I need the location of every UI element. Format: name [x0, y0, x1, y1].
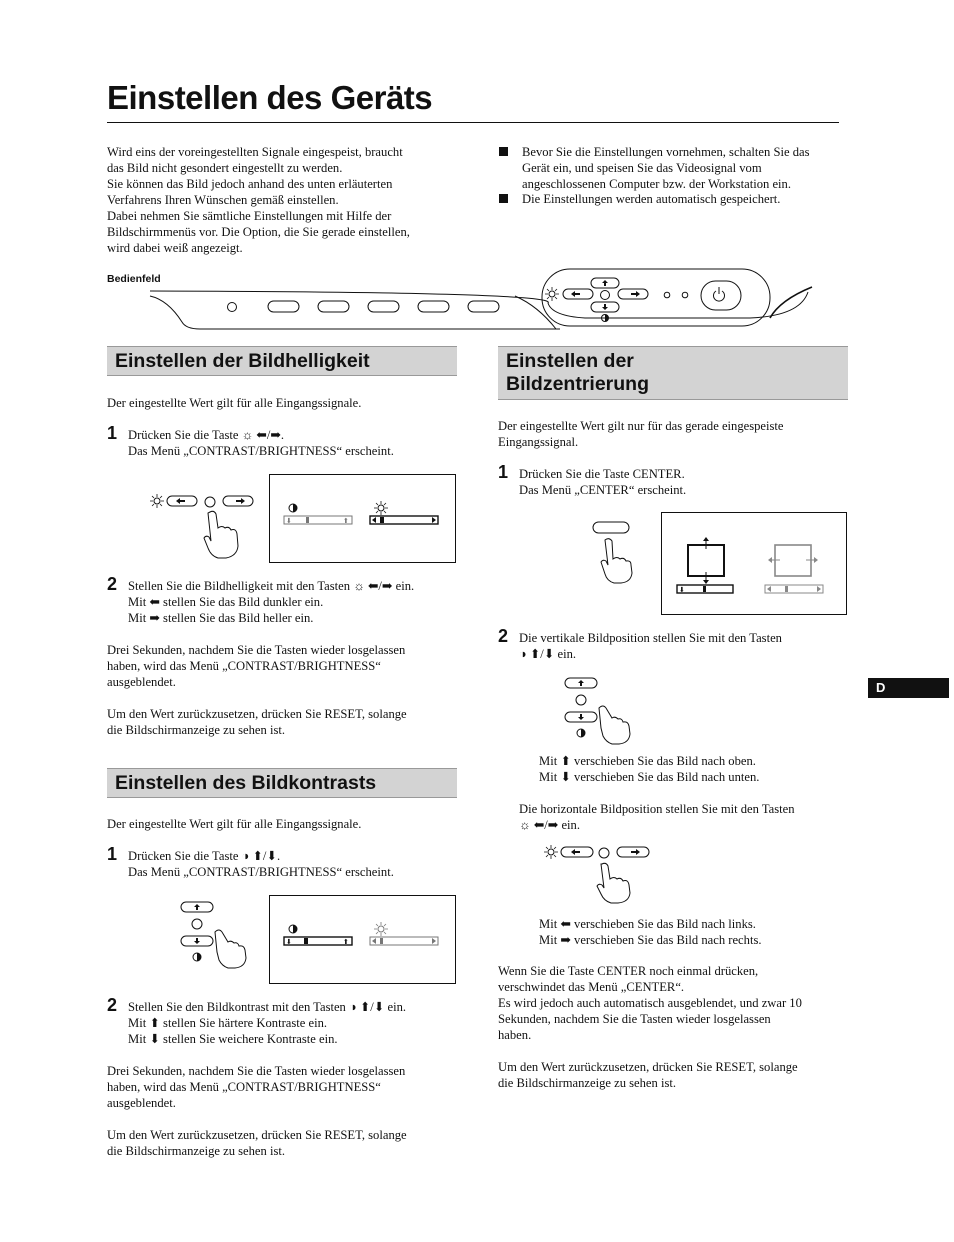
panel-small-button — [228, 303, 237, 312]
brightness-note-reset: Um den Wert zurückzusetzen, drücken Sie RESET, solange die Bildschirmanzeige zu sehen ist. — [107, 707, 407, 737]
step-number: 1 — [498, 462, 509, 482]
step-number: 1 — [107, 423, 118, 443]
svg-text:⬇: ⬇ — [286, 939, 292, 946]
control-panel-illustration — [0, 0, 954, 340]
bullet-text: Die Einstellungen werden automatisch gespeichert. — [522, 192, 781, 206]
brightness-heading-box — [107, 346, 457, 376]
power-button — [701, 281, 741, 310]
panel-indicator — [682, 292, 688, 298]
panel-label: Bedienfeld — [107, 273, 161, 285]
svg-text:⬆: ⬆ — [343, 939, 349, 946]
contrast-note-reset: Um den Wert zurückzusetzen, drücken Sie RESET, solange die Bildschirmanzeige zu sehen ist. — [107, 1128, 407, 1158]
centering-note-timeout: Wenn Sie die Taste CENTER noch einmal drücken, verschwindet das Menü „CENTER“. Es wird jedoch auch automatisch ausgeblendet, und zwar 10 Sekunden, nachdem Sie die Tasten wieder losgelassen haben. — [498, 964, 802, 1042]
svg-text:⬇: ⬇ — [679, 587, 685, 594]
contrast-osd-screen — [269, 895, 457, 985]
brightness-heading: Einstellen der Bildhelligkeit — [115, 350, 370, 372]
sun-icon — [544, 845, 558, 859]
power-icon — [714, 287, 725, 301]
pressing-hand-icon — [599, 706, 630, 744]
contrast-intro: Der eingestellte Wert gilt für alle Eingangssignale. — [107, 817, 362, 831]
panel-button — [468, 301, 499, 312]
svg-text:⬇: ⬇ — [286, 518, 292, 525]
brightness-osd-screen — [269, 474, 457, 564]
horizontal-button-illustration — [540, 842, 660, 904]
brightness-step1-text: Drücken Sie die Taste ☼ ⬅/➡. Das Menü „CONTRAST/BRIGHTNESS“ erscheint. — [128, 428, 394, 458]
sun-icon — [150, 494, 164, 508]
contrast-step2-text: Stellen Sie den Bildkontrast mit den Tasten ◑ ⬆/⬇ ein. Mit ⬆ stellen Sie härtere Kontraste ein. Mit ⬇ stellen Sie weichere Kontraste ein. — [128, 1000, 407, 1046]
contrast-note-timeout: Drei Sekunden, nachdem Sie die Tasten wieder losgelassen haben, wird das Menü „CONTRAST/BRIGHTNESS“ ausgeblendet. — [107, 1064, 406, 1110]
panel-button — [318, 301, 349, 312]
contrast-icon — [577, 729, 585, 737]
pressing-hand-icon — [601, 539, 632, 583]
panel-button — [418, 301, 449, 312]
brightness-step2-text: Stellen Sie die Bildhelligkeit mit den Tasten ☼ ⬅/➡ ein. Mit ⬅ stellen Sie das Bild dunkler ein. Mit ➡ stellen Sie das Bild heller ein. — [128, 579, 415, 625]
center-button-illustration — [585, 518, 645, 588]
contrast-heading: Einstellen des Bildkontrasts — [115, 772, 377, 794]
panel-button — [268, 301, 299, 312]
panel-button — [368, 301, 399, 312]
step-number: 1 — [107, 844, 118, 864]
pressing-hand-icon — [597, 863, 630, 903]
step-number: 2 — [107, 995, 118, 1015]
contrast-heading-box — [107, 768, 457, 798]
horizontal-notes: Mit ⬅ verschieben Sie das Bild nach links. Mit ➡ verschieben Sie das Bild nach rechts. — [539, 917, 762, 947]
bullet-text: Bevor Sie die Einstellungen vornehmen, schalten Sie das Gerät ein, und speisen Sie das Videosignal vom angeschlossenen Computer bzw. der Workstation ein. — [522, 145, 810, 191]
pressing-hand-icon — [215, 930, 246, 968]
vertical-notes: Mit ⬆ verschieben Sie das Bild nach oben. Mit ⬇ verschieben Sie das Bild nach unten. — [539, 754, 760, 784]
intro-text: Wird eins der voreingestellten Signale eingespeist, braucht das Bild nicht gesondert eingestellt zu werden. Sie können das Bild jedoch anhand des unten erläuterten Verfahrens Ihren Wünschen gemäß einstellen. Dabei nehmen Sie sämtliche Einstellungen mit Hilfe der Bildschirmmenüs vor. Die Option, die Sie gerade einstellen, wird dabei weiß angezeigt. — [107, 145, 410, 255]
step-number: 2 — [498, 626, 509, 646]
vertical-button-illustration — [560, 674, 640, 744]
svg-text:⬆: ⬆ — [343, 518, 349, 525]
panel-indicator — [664, 292, 670, 298]
page-title: Einstellen des Geräts — [107, 79, 433, 116]
centering-step1-text: Drücken Sie die Taste CENTER. Das Menü „CENTER“ erscheint. — [519, 467, 687, 497]
brightness-slider — [370, 937, 438, 945]
centering-heading: Einstellen der Bildzentrierung — [506, 350, 650, 395]
center-osd-screen — [661, 512, 848, 616]
contrast-slider — [284, 937, 352, 946]
panel-center-button — [601, 291, 610, 300]
sun-icon — [545, 287, 559, 301]
brightness-button-illustration — [140, 488, 270, 558]
contrast-step1-text: Drücken Sie die Taste ◑ ⬆/⬇. Das Menü „CONTRAST/BRIGHTNESS“ erscheint. — [128, 849, 394, 879]
horizontal-text: Die horizontale Bildposition stellen Sie mit den Tasten ☼ ⬅/➡ ein. — [519, 802, 795, 832]
chapter-tab: D — [868, 678, 949, 698]
pressing-hand-icon — [204, 511, 238, 558]
contrast-icon — [193, 953, 201, 961]
brightness-note-timeout: Drei Sekunden, nachdem Sie die Tasten wieder losgelassen haben, wird das Menü „CONTRAST/BRIGHTNESS“ ausgeblendet. — [107, 643, 406, 689]
contrast-button-illustration — [175, 898, 265, 970]
step-number: 2 — [107, 574, 118, 594]
brightness-slider — [370, 516, 438, 524]
centering-note-reset: Um den Wert zurückzusetzen, drücken Sie RESET, solange die Bildschirmanzeige zu sehen ist. — [498, 1060, 798, 1090]
brightness-intro: Der eingestellte Wert gilt für alle Eingangssignale. — [107, 396, 362, 410]
centering-step2-text: Die vertikale Bildposition stellen Sie mit den Tasten ◑ ⬆/⬇ ein. — [519, 631, 782, 661]
centering-heading-box — [498, 346, 848, 400]
centering-intro: Der eingestellte Wert gilt nur für das gerade eingespeiste Eingangssignal. — [498, 419, 784, 449]
contrast-slider — [284, 516, 352, 525]
